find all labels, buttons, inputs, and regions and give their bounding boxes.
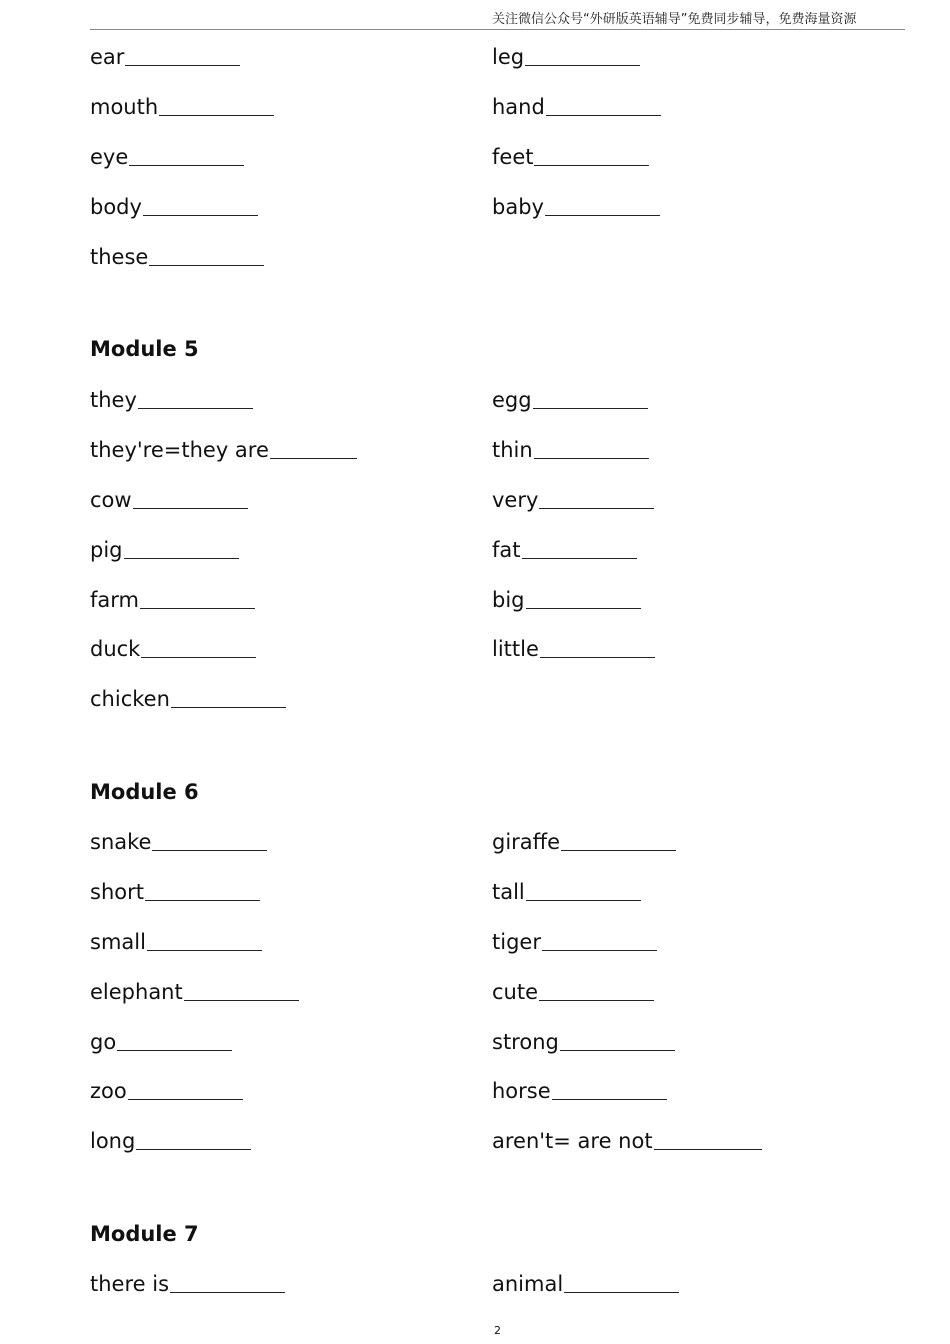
vocab-word: short	[90, 880, 144, 904]
answer-blank[interactable]	[539, 508, 654, 509]
answer-blank[interactable]	[143, 215, 258, 216]
vocab-word: giraffe	[492, 830, 561, 854]
vocab-word: duck	[90, 637, 141, 661]
answer-blank[interactable]	[147, 950, 262, 951]
vocab-word: they're=they are	[90, 438, 269, 462]
answer-blank[interactable]	[534, 165, 649, 166]
answer-blank[interactable]	[526, 608, 641, 609]
answer-blank[interactable]	[545, 215, 660, 216]
answer-blank[interactable]	[171, 707, 286, 708]
module-heading: Module 6	[90, 780, 199, 804]
vocab-word: thin	[492, 438, 533, 462]
vocab-item	[90, 1078, 243, 1104]
answer-blank[interactable]	[546, 115, 661, 116]
answer-blank[interactable]	[552, 1099, 667, 1100]
vocab-item	[492, 437, 649, 463]
vocab-item	[90, 244, 264, 270]
module-heading: Module 7	[90, 1222, 199, 1246]
vocab-item	[492, 1029, 675, 1055]
vocab-item	[492, 979, 654, 1005]
vocab-word: small	[90, 930, 146, 954]
vocab-item	[90, 537, 239, 563]
vocab-word: big	[492, 588, 525, 612]
answer-blank[interactable]	[564, 1292, 679, 1293]
answer-blank[interactable]	[184, 1000, 299, 1001]
vocab-item	[90, 387, 253, 413]
vocab-item	[492, 144, 649, 170]
vocab-word: feet	[492, 145, 534, 169]
vocab-item	[90, 636, 256, 662]
answer-blank[interactable]	[128, 1099, 243, 1100]
vocab-word: cute	[492, 980, 539, 1004]
answer-blank[interactable]	[138, 408, 253, 409]
answer-blank[interactable]	[560, 1050, 675, 1051]
vocab-item	[492, 44, 640, 70]
vocab-word: farm	[90, 588, 139, 612]
answer-blank[interactable]	[159, 115, 274, 116]
vocab-item	[492, 879, 641, 905]
header-divider	[90, 29, 905, 30]
vocab-item	[492, 929, 657, 955]
vocab-item	[492, 1271, 679, 1297]
answer-blank[interactable]	[149, 265, 264, 266]
answer-blank[interactable]	[540, 657, 655, 658]
answer-blank[interactable]	[170, 1292, 285, 1293]
vocab-word: tall	[492, 880, 525, 904]
answer-blank[interactable]	[140, 608, 255, 609]
vocab-word: eye	[90, 145, 129, 169]
answer-blank[interactable]	[539, 1000, 654, 1001]
vocab-word: chicken	[90, 687, 170, 711]
vocab-item	[492, 487, 654, 513]
vocab-word: fat	[492, 538, 521, 562]
vocab-word: cow	[90, 488, 132, 512]
vocab-item	[90, 44, 240, 70]
vocab-word: mouth	[90, 95, 159, 119]
vocab-word: these	[90, 245, 149, 269]
vocab-item	[492, 537, 637, 563]
vocab-word: ear	[90, 45, 125, 69]
answer-blank[interactable]	[117, 1050, 232, 1051]
vocab-item	[90, 437, 357, 463]
answer-blank[interactable]	[270, 458, 357, 459]
vocab-item	[90, 1128, 251, 1154]
vocab-word: baby	[492, 195, 544, 219]
vocab-word: leg	[492, 45, 525, 69]
vocab-word: hand	[492, 95, 545, 119]
vocab-word: strong	[492, 1030, 559, 1054]
answer-blank[interactable]	[133, 508, 248, 509]
vocab-item	[90, 587, 255, 613]
answer-blank[interactable]	[152, 850, 267, 851]
header-text: 关注微信公众号“外研版英语辅导”免费同步辅导，免费海量资源	[492, 12, 857, 27]
vocab-item	[90, 1271, 285, 1297]
vocab-word: there is	[90, 1272, 170, 1296]
vocab-item	[90, 929, 262, 955]
vocab-item	[90, 829, 267, 855]
answer-blank[interactable]	[542, 950, 657, 951]
vocab-item	[492, 587, 641, 613]
answer-blank[interactable]	[136, 1149, 251, 1150]
page-number: 2	[494, 1324, 501, 1337]
vocab-word: zoo	[90, 1079, 127, 1103]
vocab-item	[492, 636, 655, 662]
answer-blank[interactable]	[534, 458, 649, 459]
vocab-item	[90, 686, 286, 712]
vocab-word: body	[90, 195, 142, 219]
vocab-word: long	[90, 1129, 136, 1153]
answer-blank[interactable]	[124, 558, 239, 559]
vocab-word: snake	[90, 830, 152, 854]
vocab-item	[90, 879, 260, 905]
vocab-item	[90, 487, 248, 513]
answer-blank[interactable]	[561, 850, 676, 851]
answer-blank[interactable]	[129, 165, 244, 166]
vocab-item	[492, 387, 648, 413]
vocab-item	[90, 979, 299, 1005]
answer-blank[interactable]	[141, 657, 256, 658]
vocab-word: go	[90, 1030, 117, 1054]
answer-blank[interactable]	[654, 1149, 762, 1150]
vocab-item	[492, 1078, 667, 1104]
vocab-word: horse	[492, 1079, 551, 1103]
vocab-item	[492, 94, 661, 120]
vocab-item	[492, 1128, 762, 1154]
vocab-item	[90, 194, 258, 220]
vocab-word: tiger	[492, 930, 541, 954]
answer-blank[interactable]	[522, 558, 637, 559]
vocab-item	[90, 1029, 232, 1055]
module-heading: Module 5	[90, 337, 199, 361]
vocab-item	[492, 829, 676, 855]
vocab-item	[90, 144, 244, 170]
vocab-word: animal	[492, 1272, 564, 1296]
vocab-item	[492, 194, 660, 220]
answer-blank[interactable]	[533, 408, 648, 409]
vocab-word: they	[90, 388, 137, 412]
vocab-word: elephant	[90, 980, 183, 1004]
answer-blank[interactable]	[145, 900, 260, 901]
vocab-word: pig	[90, 538, 123, 562]
vocab-word: very	[492, 488, 539, 512]
answer-blank[interactable]	[125, 65, 240, 66]
answer-blank[interactable]	[525, 65, 640, 66]
answer-blank[interactable]	[526, 900, 641, 901]
vocab-word: little	[492, 637, 539, 661]
vocab-word: aren't= are not	[492, 1129, 653, 1153]
vocab-word: egg	[492, 388, 532, 412]
vocab-item	[90, 94, 274, 120]
